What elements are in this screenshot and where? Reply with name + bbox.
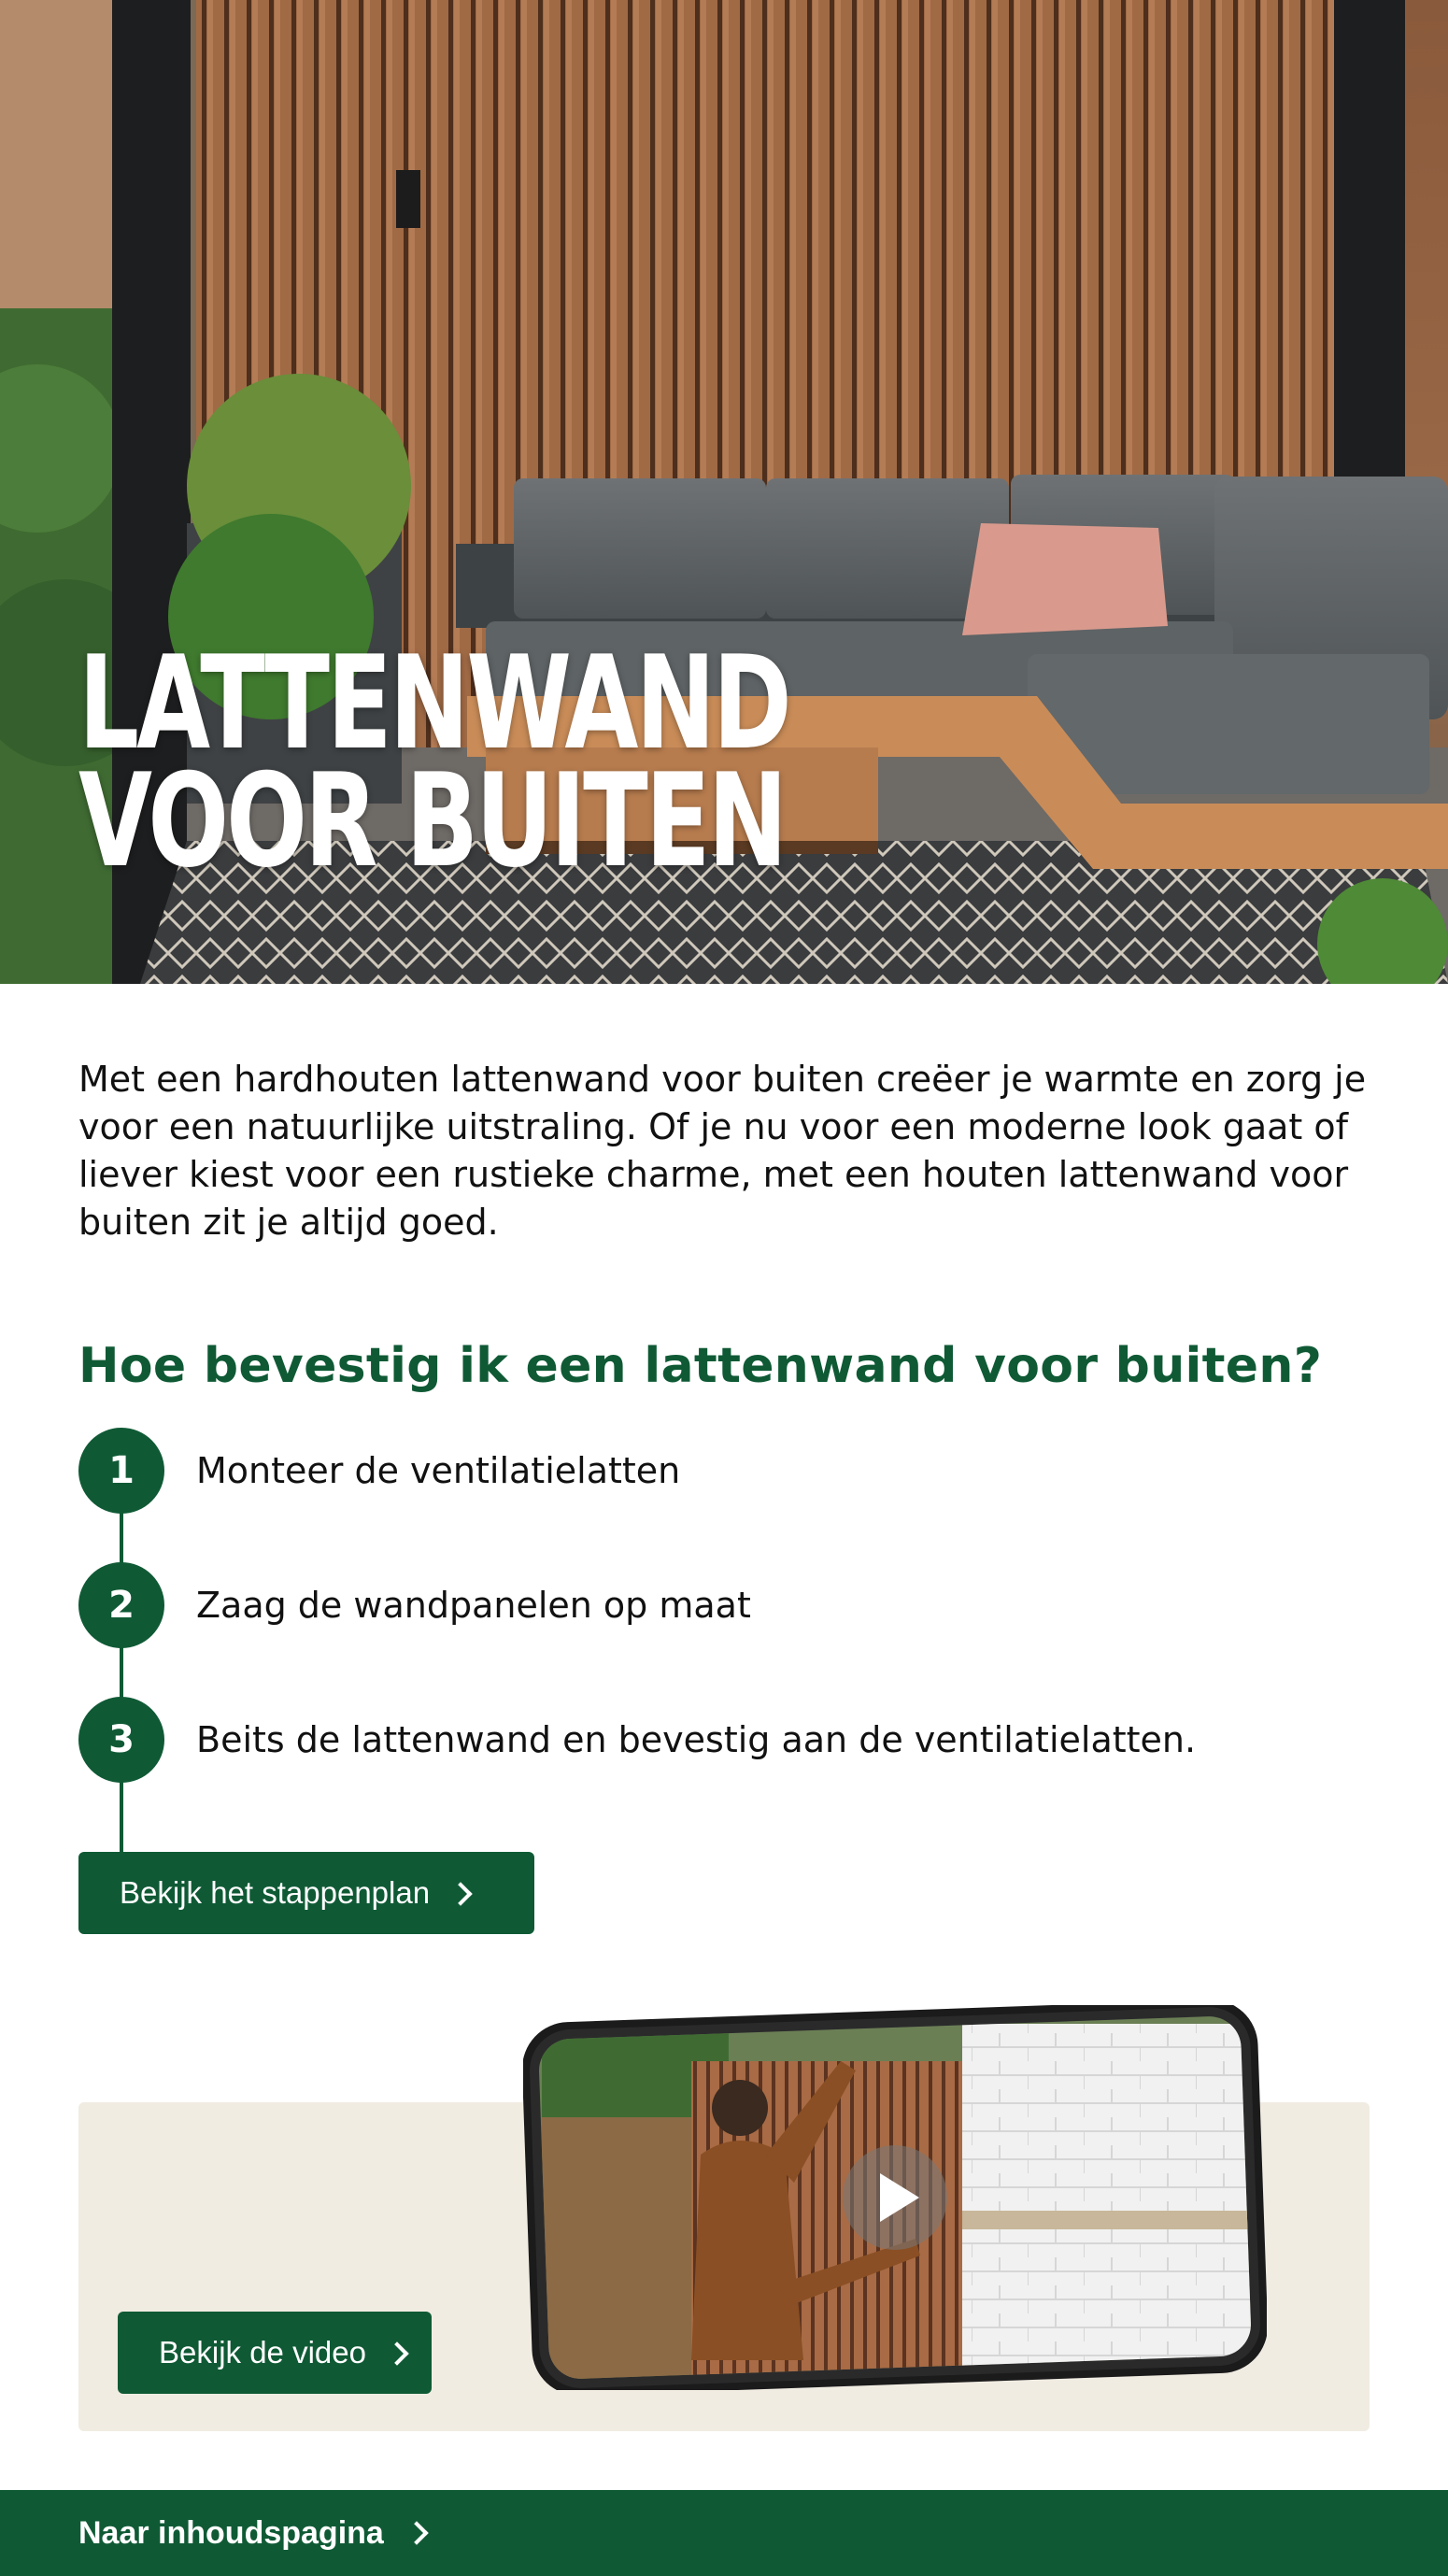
steps-connector-line [120,1471,123,1854]
step-number-badge: 2 [78,1562,164,1648]
intro-paragraph: Met een hardhouten lattenwand voor buiten creëer je warmte en zorg je voor een natuurlijke uitstraling. Of je nu voor een moderne look gaat of liever kiest voor een rustieke charme, met een houten lattenwand voor buiten zit je altijd goed. [78,1059,1367,1243]
step-number-badge: 3 [78,1697,164,1783]
view-stepplan-label: Bekijk het stappenplan [120,1875,431,1910]
step-label: Zaag de wandpanelen op maat [196,1585,751,1626]
chevron-right-icon [405,2521,428,2544]
chevron-right-icon [448,1882,472,1905]
hero-title-line-2: VOOR BUITEN [78,746,786,896]
view-stepplan-button[interactable] [78,1852,534,1934]
hero-title-line-1: LATTENWAND [78,628,789,778]
chevron-right-icon [385,2341,408,2365]
hero-title [78,628,789,896]
watch-video-button[interactable] [118,2312,432,2394]
section-title: Hoe bevestig ik een lattenwand voor buiten? [78,1338,1323,1394]
step-number-badge: 1 [78,1428,164,1514]
to-contents-page-link[interactable] [78,2515,425,2552]
step-item-3 [78,1697,1196,1783]
step-label: Beits de lattenwand en bevestig aan de ventilatielatten. [196,1719,1197,1760]
footer-bar [0,2490,1448,2576]
watch-video-label: Bekijk de video [159,2335,366,2370]
step-label: Monteer de ventilatielatten [196,1450,681,1491]
play-icon[interactable] [843,2145,947,2250]
step-item-2 [78,1562,751,1648]
to-contents-page-label: Naar inhoudspagina [78,2514,384,2551]
video-thumbnail[interactable] [523,2005,1267,2390]
step-item-1 [78,1428,680,1514]
hero-image [0,0,1448,984]
